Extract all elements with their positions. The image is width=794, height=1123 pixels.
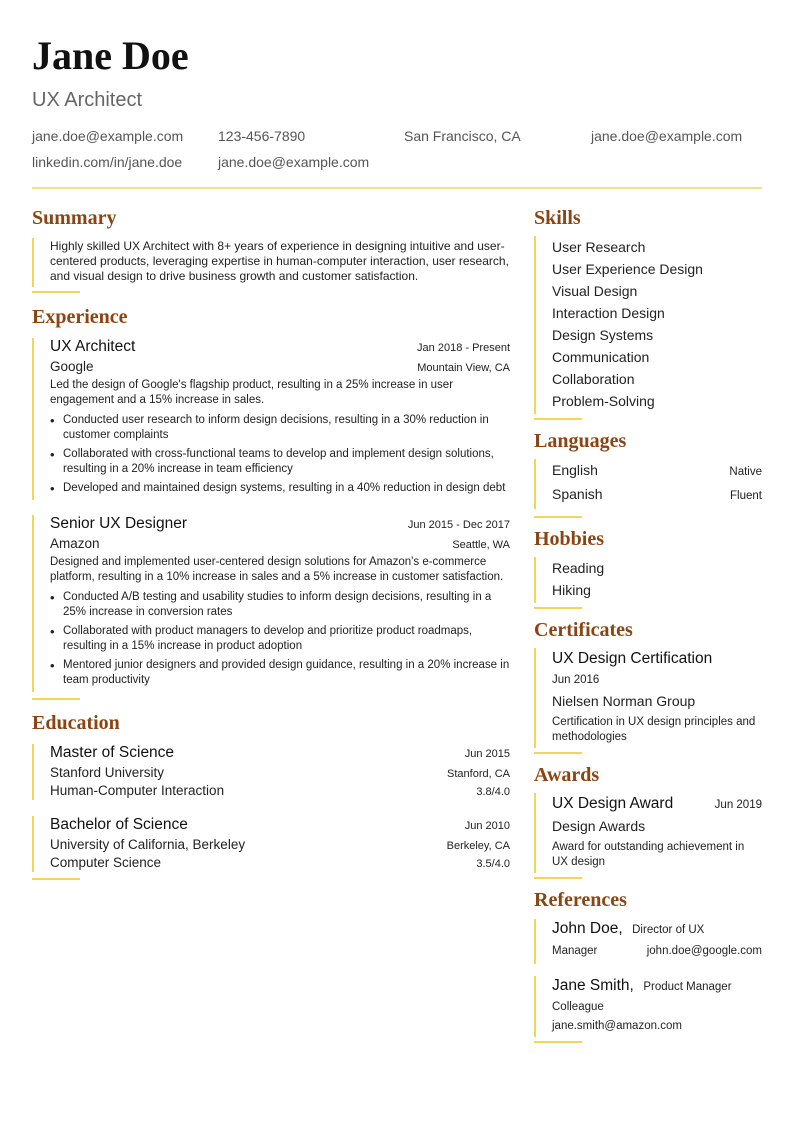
summary-end-rule — [32, 291, 80, 293]
summary-section — [32, 205, 510, 293]
education-entry — [32, 744, 510, 800]
reference-title: Director of UX — [632, 924, 705, 936]
summary-text: Highly skilled UX Architect with 8+ years of experience in designing intuitive and user-centered products, leveraging expertise in human-computer interaction, user research, and visual design to drive business growth and customer satisfaction. — [50, 239, 509, 283]
languages-section — [534, 428, 762, 518]
job-bullet: • Developed and maintained design systems, resulting in a 40% reduction in design debt — [50, 481, 510, 496]
skill-item: Interaction Design — [552, 305, 665, 321]
reference-relation: Manager — [552, 945, 598, 957]
job-dates: Jun 2015 - Dec 2017 — [407, 519, 510, 531]
references-end-rule — [534, 1041, 582, 1043]
education-field: Computer Science — [50, 855, 162, 870]
references-section — [534, 887, 762, 1043]
summary-heading: Summary — [32, 207, 117, 229]
education-heading: Education — [32, 712, 120, 734]
skill-item: User Experience Design — [552, 261, 703, 277]
job-bullet: • Collaborated with cross-functional teams to develop and implement design solutions, resulting in a 20% increase in team efficiency — [50, 447, 510, 477]
job-header-row — [50, 338, 510, 356]
skill-item: Design Systems — [552, 327, 654, 343]
education-end-rule — [32, 878, 80, 880]
skill-item: User Research — [552, 239, 646, 255]
skill-item: Communication — [552, 349, 650, 365]
job-company: Amazon — [50, 536, 100, 551]
education-field-row — [50, 783, 510, 798]
education-date: Jun 2015 — [464, 748, 510, 760]
award-name: UX Design Award — [552, 795, 674, 812]
certificates-section — [534, 617, 762, 754]
education-school-row — [50, 837, 510, 852]
reference-name-line — [552, 976, 762, 997]
award-header-row — [552, 793, 762, 815]
contact-list — [32, 126, 762, 178]
job-dates: Jan 2018 - Present — [417, 342, 510, 354]
reference-title: Product Manager — [643, 981, 732, 993]
language-level: Native — [729, 466, 762, 478]
skills-heading: Skills — [534, 207, 581, 229]
languages-heading: Languages — [534, 430, 627, 452]
hobbies-end-rule — [534, 607, 582, 609]
education-degree: Bachelor of Science — [50, 816, 188, 833]
skills-section — [534, 205, 762, 420]
contact-email-secondary[interactable]: jane.doe@example.com — [218, 154, 370, 170]
reference-relation: Colleague — [552, 1001, 604, 1013]
contact-linkedin[interactable]: linkedin.com/in/jane.doe — [32, 154, 183, 170]
reference-name: Jane Smith, — [552, 977, 634, 994]
job-bullet: • Mentored junior designers and provided design guidance, resulting in a 20% increase in team productivity — [50, 658, 510, 688]
job-location: Mountain View, CA — [417, 362, 510, 374]
candidate-title: UX Architect — [32, 89, 143, 111]
job-location: Seattle, WA — [452, 539, 510, 551]
education-field: Human-Computer Interaction — [50, 783, 225, 798]
education-entry — [32, 816, 510, 872]
skill-item: Problem-Solving — [552, 393, 655, 409]
award-entry — [534, 793, 762, 873]
awards-heading: Awards — [534, 764, 600, 786]
language-level: Fluent — [730, 490, 762, 502]
hobbies-heading: Hobbies — [534, 528, 605, 550]
hobby-item: Reading — [552, 560, 605, 576]
awards-end-rule — [534, 877, 582, 879]
contact-email[interactable]: jane.doe@example.com — [32, 128, 184, 144]
job-header-row — [50, 515, 510, 533]
skills-list — [534, 236, 762, 414]
reference-entry — [534, 976, 762, 1037]
job-entry — [32, 338, 510, 500]
education-gpa: 3.5/4.0 — [476, 858, 510, 870]
award-description: Award for outstanding achievement in UX design — [552, 841, 745, 868]
job-company-row — [50, 536, 510, 551]
candidate-name: Jane Doe — [32, 33, 189, 78]
experience-section — [32, 304, 510, 700]
job-entry — [32, 515, 510, 692]
education-gpa: 3.8/4.0 — [476, 786, 510, 798]
job-company: Google — [50, 359, 94, 374]
language-name: Spanish — [552, 486, 603, 502]
job-bullet: • Collaborated with product managers to develop and prioritize product roadmaps, resulting in a 15% increase in product adoption — [50, 624, 510, 654]
certificate-description: Certification in UX design principles and methodologies — [552, 716, 756, 743]
certificate-date: Jun 2016 — [552, 674, 600, 686]
education-degree: Master of Science — [50, 744, 175, 761]
job-bullets — [50, 413, 510, 496]
language-item — [552, 483, 762, 507]
education-degree-row — [50, 744, 510, 762]
awards-section — [534, 762, 762, 879]
language-name: English — [552, 462, 598, 478]
job-role: Senior UX Designer — [50, 515, 187, 532]
contact-location: San Francisco, CA — [404, 128, 521, 144]
reference-detail-line — [552, 940, 762, 962]
education-date: Jun 2010 — [464, 820, 510, 832]
job-bullets — [50, 590, 510, 688]
education-school: Stanford University — [50, 765, 165, 780]
contact-email-alt[interactable]: jane.doe@example.com — [591, 128, 743, 144]
reference-entry — [534, 919, 762, 964]
education-field-row — [50, 855, 510, 870]
job-bullet: • Conducted A/B testing and usability studies to inform design decisions, resulting in a 25% increase in conversion rates — [50, 590, 510, 620]
contact-phone[interactable]: 123-456-7890 — [218, 128, 306, 144]
language-item — [552, 459, 762, 483]
main-column — [32, 205, 510, 880]
languages-end-rule — [534, 516, 582, 518]
resume-header — [32, 30, 762, 178]
skill-item: Visual Design — [552, 283, 638, 299]
hobbies-section — [534, 526, 762, 609]
side-column — [534, 205, 762, 1043]
education-location: Stanford, CA — [447, 768, 510, 780]
job-description: Designed and implemented user-centered design solutions for Amazon's e-commerce platform, resulting in a 10% increase in sales and a 5% increase in customer satisfaction. — [50, 556, 504, 583]
certificates-end-rule — [534, 752, 582, 754]
education-section — [32, 710, 510, 880]
languages-list — [534, 459, 762, 509]
skill-item: Collaboration — [552, 371, 635, 387]
job-company-row — [50, 359, 510, 374]
award-date: Jun 2019 — [714, 799, 762, 811]
certificate-entry — [534, 648, 762, 748]
certificate-name: UX Design Certification — [552, 650, 713, 667]
header-divider — [32, 187, 762, 189]
summary-block — [32, 238, 510, 287]
job-bullet: • Conducted user research to inform design decisions, resulting in a 30% reduction in customer complaints — [50, 413, 510, 443]
education-location: Berkeley, CA — [446, 840, 510, 852]
certificate-org: Nielsen Norman Group — [552, 693, 696, 709]
reference-email[interactable]: john.doe@google.com — [646, 945, 762, 957]
reference-name: John Doe, — [552, 920, 623, 937]
education-school: University of California, Berkeley — [50, 837, 246, 852]
education-school-row — [50, 765, 510, 780]
references-heading: References — [534, 889, 627, 911]
hobby-item: Hiking — [552, 582, 591, 598]
award-org: Design Awards — [552, 818, 646, 834]
job-role: UX Architect — [50, 338, 136, 355]
reference-name-line — [552, 919, 762, 940]
experience-heading: Experience — [32, 306, 128, 328]
education-degree-row — [50, 816, 510, 834]
hobbies-list — [534, 557, 762, 603]
experience-end-rule — [32, 698, 80, 700]
skills-end-rule — [534, 418, 582, 420]
certificates-heading: Certificates — [534, 619, 633, 641]
reference-email[interactable]: jane.smith@amazon.com — [552, 1020, 682, 1032]
job-description: Led the design of Google's flagship product, resulting in a 25% increase in user engagement and a 15% increase in sales. — [50, 379, 454, 406]
